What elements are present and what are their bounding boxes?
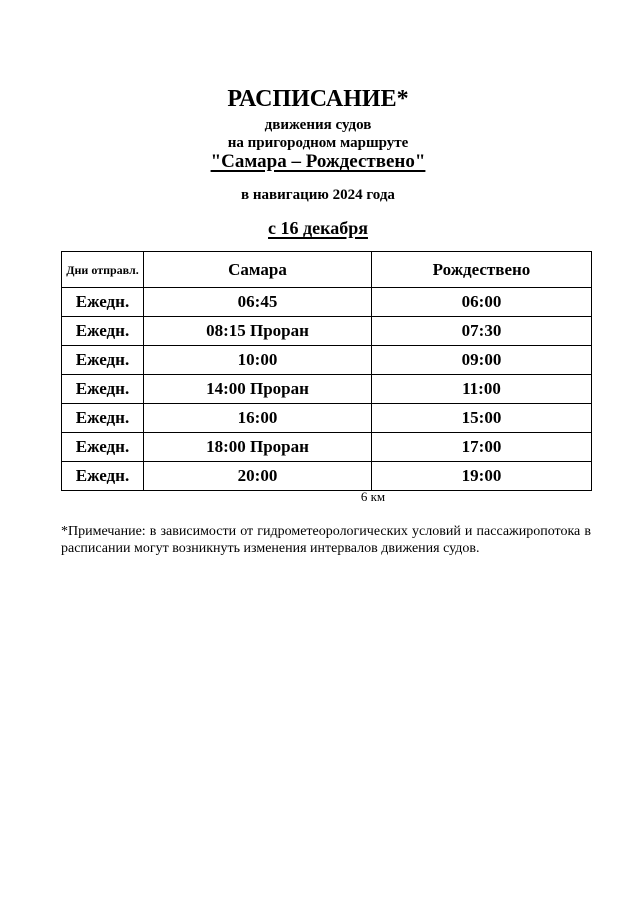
column-header-days: Дни отправл. — [62, 252, 144, 288]
table-row — [62, 433, 592, 462]
subtitle-line-1: движения судов — [264, 117, 372, 133]
table-row — [62, 462, 592, 491]
cell-rozhdestveno-departure: 09:00 — [372, 346, 592, 375]
cell-samara-departure: 16:00 — [144, 404, 372, 433]
table-row — [62, 404, 592, 433]
column-header-rozhdestveno: Рождествено — [372, 252, 592, 288]
cell-days: Ежедн. — [62, 317, 144, 346]
cell-rozhdestveno-departure: 17:00 — [372, 433, 592, 462]
route-name: "Самара – Рождествено" — [210, 151, 426, 172]
cell-days: Ежедн. — [62, 346, 144, 375]
cell-samara-departure: 14:00 Проран — [144, 375, 372, 404]
table-row — [62, 346, 592, 375]
route-heading — [0, 151, 636, 173]
cell-days: Ежедн. — [62, 288, 144, 317]
cell-rozhdestveno-departure: 06:00 — [372, 288, 592, 317]
effective-date: с 16 декабря — [268, 218, 368, 238]
subtitle-line-2: на пригородном маршруте — [227, 135, 409, 151]
route-distance: 6 км — [360, 489, 386, 504]
cell-rozhdestveno-departure: 07:30 — [372, 317, 592, 346]
schedule-table — [61, 251, 592, 491]
document-title: РАСПИСАНИЕ* — [227, 86, 409, 112]
cell-days: Ежедн. — [62, 462, 144, 491]
cell-samara-departure: 20:00 — [144, 462, 372, 491]
table-header-row — [62, 252, 592, 288]
cell-rozhdestveno-departure: 11:00 — [372, 375, 592, 404]
cell-samara-departure: 10:00 — [144, 346, 372, 375]
cell-samara-departure: 08:15 Проран — [144, 317, 372, 346]
schedule-note: *Примечание: в зависимости от гидрометеорологических условий и пассажиропотока в расписании могут возникнуть изменения интервалов движения судов. — [61, 524, 591, 556]
table-row — [62, 288, 592, 317]
cell-rozhdestveno-departure: 15:00 — [372, 404, 592, 433]
cell-rozhdestveno-departure: 19:00 — [372, 462, 592, 491]
cell-days: Ежедн. — [62, 404, 144, 433]
cell-samara-departure: 18:00 Проран — [144, 433, 372, 462]
table-row — [62, 317, 592, 346]
navigation-season: в навигацию 2024 года — [241, 187, 395, 203]
cell-samara-departure: 06:45 — [144, 288, 372, 317]
cell-days: Ежедн. — [62, 433, 144, 462]
cell-days: Ежедн. — [62, 375, 144, 404]
table-row — [62, 375, 592, 404]
column-header-samara: Самара — [144, 252, 372, 288]
effective-date-heading — [0, 217, 636, 239]
